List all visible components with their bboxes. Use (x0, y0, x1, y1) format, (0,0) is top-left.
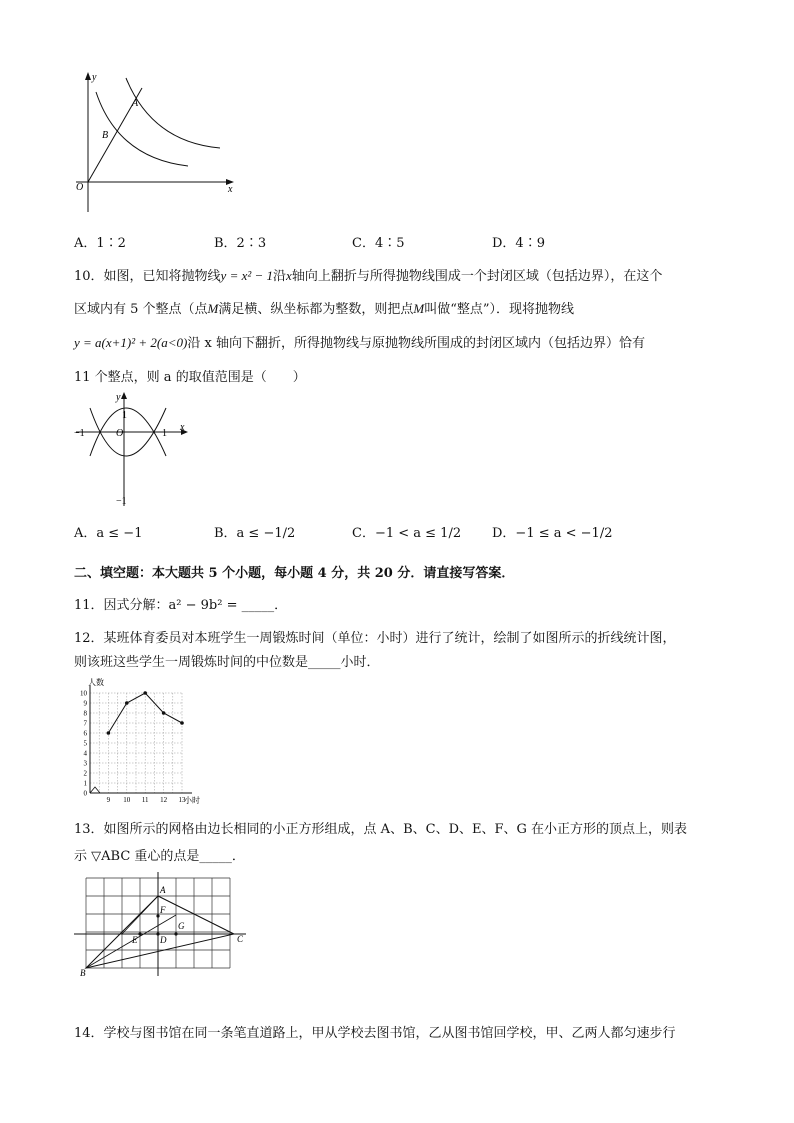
q10-option-a: A．a ≤ −1 (74, 526, 143, 541)
q10-var-M: M (207, 301, 219, 316)
q10-graph (70, 390, 190, 510)
q13-label-B: B (80, 968, 86, 978)
q10-label-1-top: 1 (122, 410, 127, 421)
q12-xlabel: 小时 (184, 796, 200, 805)
q9-label-B: B (102, 130, 109, 141)
q9-label-y: y (92, 72, 97, 83)
q12-axis-break (90, 787, 100, 793)
q12-ytick: 0 (83, 789, 87, 798)
q10-formula1: y = x² − 1 (220, 268, 274, 283)
q12-ytick: 1 (83, 779, 87, 788)
q10-line1-c: 轴向上翻折与所得抛物线围成一个封闭区域（包括边界），在这个 (291, 269, 663, 284)
q10-line2-a: 区域内有 5 个整点（点 (74, 302, 208, 317)
q10-label-y: y (116, 392, 121, 403)
q12-ytick: 2 (83, 769, 87, 778)
q12-xtick: 11 (141, 796, 149, 804)
q12-data-point (125, 701, 129, 705)
q12-ytick: 7 (83, 719, 87, 728)
q10-line1 (74, 265, 662, 284)
q10-line3 (74, 332, 645, 351)
q10-line2-b: 满足横、纵坐标都为整数，则把点 (218, 302, 414, 317)
q12-ytick: 3 (83, 759, 87, 768)
q13-label-G: G (178, 921, 185, 931)
q10-var-M-2: M (413, 301, 425, 316)
q10-option-c: C．−1 < a ≤ 1/2 (352, 526, 462, 541)
q9-label-A: A (132, 98, 139, 109)
q12-line-chart (74, 675, 214, 810)
q12-ytick: 9 (83, 699, 87, 708)
section2-heading: 二、填空题：本大题共 5 个小题，每小题 4 分，共 20 分．请直接写答案． (74, 566, 515, 581)
q9-label-O: O (76, 182, 84, 193)
q10-line3-text: 沿 x 轴向下翻折，所得抛物线与原抛物线所围成的封闭区域内（包括边界）恰有 (187, 336, 645, 351)
q12-data-point (162, 711, 166, 715)
q10-label-O: O (116, 428, 124, 439)
q12-ylabel: 人数 (88, 678, 104, 687)
q10-line1-a: 10．如图，已知将抛物线 (74, 269, 221, 284)
q12-xtick: 10 (123, 796, 131, 804)
q12-ticks (80, 690, 186, 805)
q10-line2 (74, 298, 574, 317)
q10-var-x: x (286, 268, 292, 283)
q10-option-d: D．−1 ≤ a < −1/2 (492, 526, 613, 541)
q10-line1-b: 沿 (273, 269, 287, 284)
q13-grid-figure (74, 870, 254, 980)
q10-label-1-right: 1 (162, 428, 167, 439)
q12-xtick: 12 (160, 796, 168, 804)
q9-option-d: D．4∶9 (492, 236, 545, 251)
q12-grid (90, 685, 192, 793)
q13-line2: 示 ▽ABC 重心的点是_____． (74, 849, 245, 864)
q12-ytick: 5 (83, 739, 87, 748)
q9-label-x: x (228, 184, 233, 195)
q13-line1: 13．如图所示的网格由边长相同的小正方形组成，点 A、B、C、D、E、F、G 在小正方形的顶点上，则表 (74, 822, 688, 837)
q9-graph (70, 70, 240, 220)
q12-data-point (180, 721, 184, 725)
q10-label-x: x (180, 422, 185, 433)
q12-ytick: 6 (83, 729, 87, 738)
q12-line1: 12．某班体育委员对本班学生一周锻炼时间（单位：小时）进行了统计，绘制了如图所示的折线统计图， (74, 631, 676, 646)
q13-label-C: C (237, 934, 244, 944)
q14-line1: 14．学校与图书馆在同一条笔直道路上，甲从学校去图书馆，乙从图书馆回学校，甲、乙两人都匀速步行 (74, 1026, 676, 1041)
q10-line4: 11 个整点，则 a 的取值范围是（ ） (74, 370, 306, 385)
q12-ytick: 10 (80, 689, 87, 698)
q13-label-D: D (160, 935, 167, 945)
q12-ytick: 8 (83, 709, 87, 718)
q12-data-point (143, 691, 147, 695)
q10-formula2: y = a(x+1)² + 2(a<0) (74, 335, 188, 350)
q12-data-point (107, 731, 111, 735)
q10-option-b: B．a ≤ −1/2 (214, 526, 296, 541)
q12-ytick: 4 (83, 749, 87, 758)
q10-label-neg1-left: −1 (74, 428, 85, 439)
q12-line2: 则该班这些学生一周锻炼时间的中位数是_____小时． (74, 655, 380, 670)
q10-label-neg1-bottom: −1 (116, 496, 127, 507)
q9-option-b: B．2∶3 (214, 236, 267, 251)
q11-text: 11．因式分解：a² − 9b² = _____． (74, 598, 288, 613)
q13-label-F: F (160, 905, 166, 915)
q10-line2-c: 叫做“整点”）．现将抛物线 (424, 302, 575, 317)
q12-xtick: 13 (178, 796, 186, 804)
q9-option-a: A．1∶2 (74, 236, 126, 251)
q13-label-E: E (132, 935, 138, 945)
q12-xtick: 9 (106, 796, 111, 804)
q9-option-c: C．4∶5 (352, 236, 405, 251)
q13-label-A: A (160, 885, 166, 895)
